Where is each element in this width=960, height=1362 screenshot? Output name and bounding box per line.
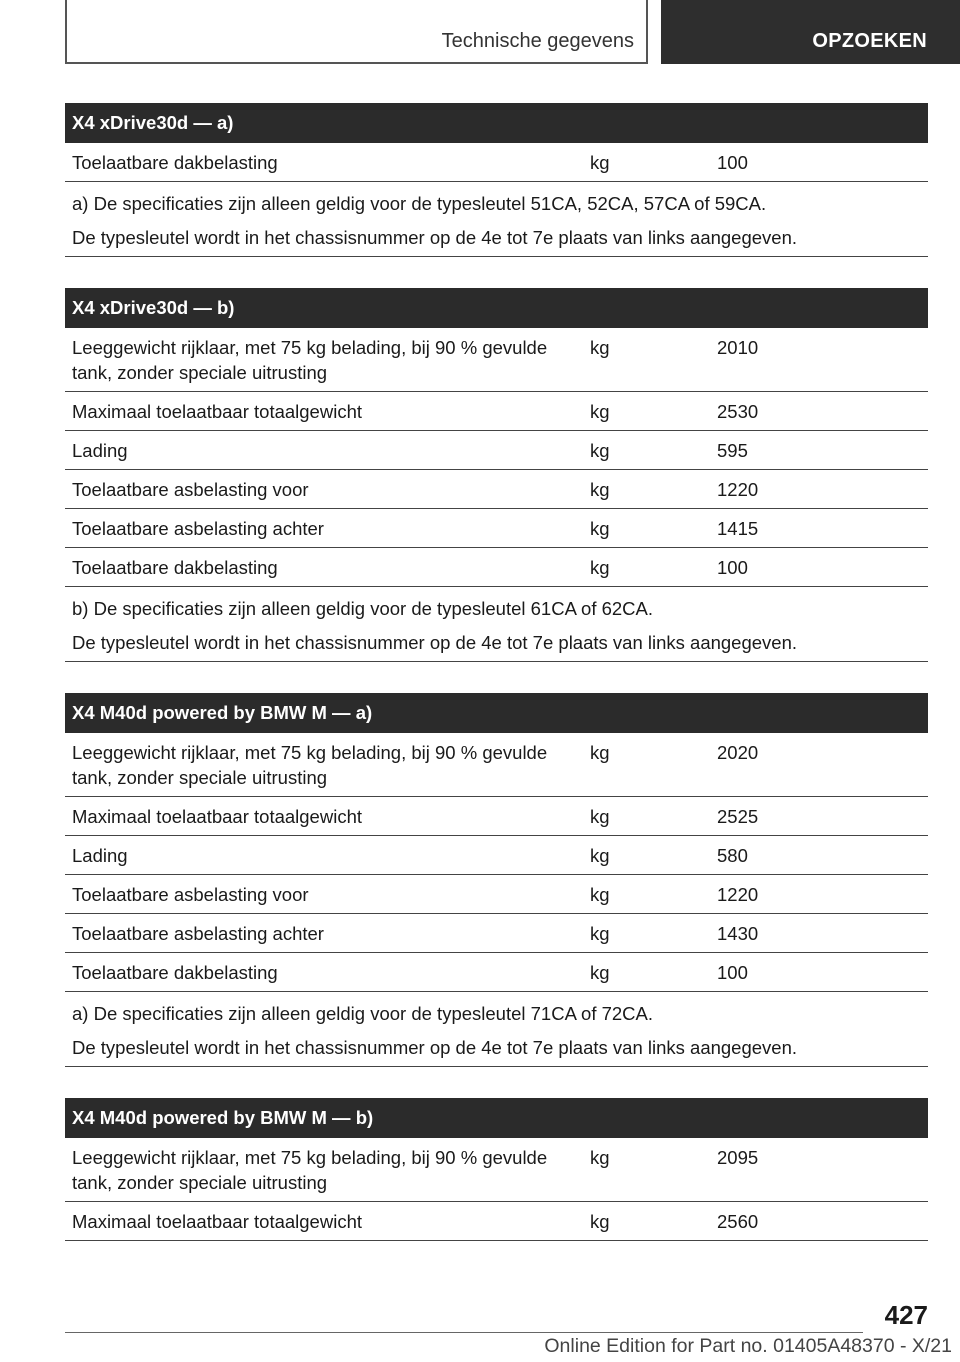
page-number: 427: [884, 1300, 928, 1330]
spec-value: 1220: [717, 479, 759, 500]
table-row: [65, 548, 928, 587]
table-row: [65, 470, 928, 509]
section-heading: X4 xDrive30d — a): [65, 103, 928, 143]
footnote-line: De typesleutel wordt in het chassisnummer op de 4e tot 7e plaats van links aangegeven.: [72, 1037, 798, 1058]
spec-value: 100: [717, 152, 748, 173]
spec-section: [65, 693, 928, 1067]
spec-label: Toelaatbare asbelasting achter: [72, 923, 324, 944]
spec-value: 2560: [717, 1211, 759, 1232]
spec-unit: kg: [590, 518, 610, 539]
footnote-line: De typesleutel wordt in het chassisnummer op de 4e tot 7e plaats van links aangegeven.: [72, 632, 798, 653]
section-title: Technische gegevens: [441, 30, 634, 52]
spec-label: Toelaatbare dakbelasting: [72, 152, 278, 173]
spec-unit: kg: [590, 1147, 610, 1168]
spec-label: Leeggewicht rijklaar, met 75 kg belading, bij 90 % gevulde tank, zonder speciale uitrusting: [72, 742, 548, 788]
footnote-line: De typesleutel wordt in het chassisnummer op de 4e tot 7e plaats van links aangegeven.: [72, 227, 798, 248]
spec-value: 2020: [717, 742, 759, 763]
footnote-line: a) De specificaties zijn alleen geldig voor de typesleutel 71CA of 72CA.: [72, 1003, 654, 1024]
spec-label: Toelaatbare asbelasting achter: [72, 518, 324, 539]
spec-unit: kg: [590, 401, 610, 422]
section-heading: X4 M40d powered by BMW M — b): [65, 1098, 928, 1138]
spec-value: 1220: [717, 884, 759, 905]
table-row: [65, 733, 928, 797]
footnotes: [65, 182, 928, 257]
spec-label: Maximaal toelaatbaar totaalgewicht: [72, 1211, 362, 1232]
table-row: [65, 914, 928, 953]
spec-value: 2095: [717, 1147, 759, 1168]
spec-unit: kg: [590, 440, 610, 461]
section-heading: X4 xDrive30d — b): [65, 288, 928, 328]
spec-value: 2530: [717, 401, 759, 422]
section-header-box: [65, 0, 648, 64]
footnote-line: b) De specificaties zijn alleen geldig voor de typesleutel 61CA of 62CA.: [72, 598, 654, 619]
spec-value: 100: [717, 557, 748, 578]
spec-label: Leeggewicht rijklaar, met 75 kg belading, bij 90 % gevulde tank, zonder speciale uitrusting: [72, 337, 548, 383]
spec-value: 2525: [717, 806, 759, 827]
spec-unit: kg: [590, 845, 610, 866]
table-row: [65, 509, 928, 548]
spec-unit: kg: [590, 962, 610, 983]
table-row: [65, 1138, 928, 1202]
spec-label: Toelaatbare dakbelasting: [72, 962, 278, 983]
spec-section: [65, 1098, 928, 1241]
spec-label: Lading: [72, 440, 128, 461]
table-row: [65, 875, 928, 914]
table-row: [65, 392, 928, 431]
spec-label: Toelaatbare asbelasting voor: [72, 479, 309, 500]
page-header: [0, 0, 960, 66]
spec-label: Lading: [72, 845, 128, 866]
spec-value: 1415: [717, 518, 759, 539]
footer-divider: [65, 1332, 863, 1333]
spec-unit: kg: [590, 152, 610, 173]
spec-unit: kg: [590, 884, 610, 905]
table-row: [65, 836, 928, 875]
footnote-line: a) De specificaties zijn alleen geldig voor de typesleutel 51CA, 52CA, 57CA of 59CA.: [72, 193, 767, 214]
spec-value: 580: [717, 845, 748, 866]
spec-value: 1430: [717, 923, 759, 944]
table-row: [65, 1202, 928, 1241]
spec-value: 2010: [717, 337, 759, 358]
spec-section: [65, 288, 928, 662]
footnotes: [65, 587, 928, 662]
opzoeken-tab[interactable]: [661, 0, 960, 64]
spec-unit: kg: [590, 923, 610, 944]
spec-tables: [65, 103, 928, 1272]
spec-value: 100: [717, 962, 748, 983]
spec-value: 595: [717, 440, 748, 461]
spec-section: [65, 103, 928, 257]
table-row: [65, 797, 928, 836]
table-row: [65, 328, 928, 392]
footnotes: [65, 992, 928, 1067]
edition-footer: Online Edition for Part no. 01405A48370 - X/21: [544, 1335, 952, 1357]
spec-unit: kg: [590, 479, 610, 500]
spec-label: Maximaal toelaatbaar totaalgewicht: [72, 401, 362, 422]
spec-label: Maximaal toelaatbaar totaalgewicht: [72, 806, 362, 827]
spec-label: Toelaatbare asbelasting voor: [72, 884, 309, 905]
spec-unit: kg: [590, 1211, 610, 1232]
spec-unit: kg: [590, 337, 610, 358]
spec-unit: kg: [590, 742, 610, 763]
spec-label: Leeggewicht rijklaar, met 75 kg belading, bij 90 % gevulde tank, zonder speciale uitrusting: [72, 1147, 548, 1193]
table-row: [65, 953, 928, 992]
spec-label: Toelaatbare dakbelasting: [72, 557, 278, 578]
spec-unit: kg: [590, 806, 610, 827]
spec-unit: kg: [590, 557, 610, 578]
opzoeken-tab-label: OPZOEKEN: [812, 30, 927, 52]
section-heading: X4 M40d powered by BMW M — a): [65, 693, 928, 733]
table-row: [65, 143, 928, 182]
table-row: [65, 431, 928, 470]
